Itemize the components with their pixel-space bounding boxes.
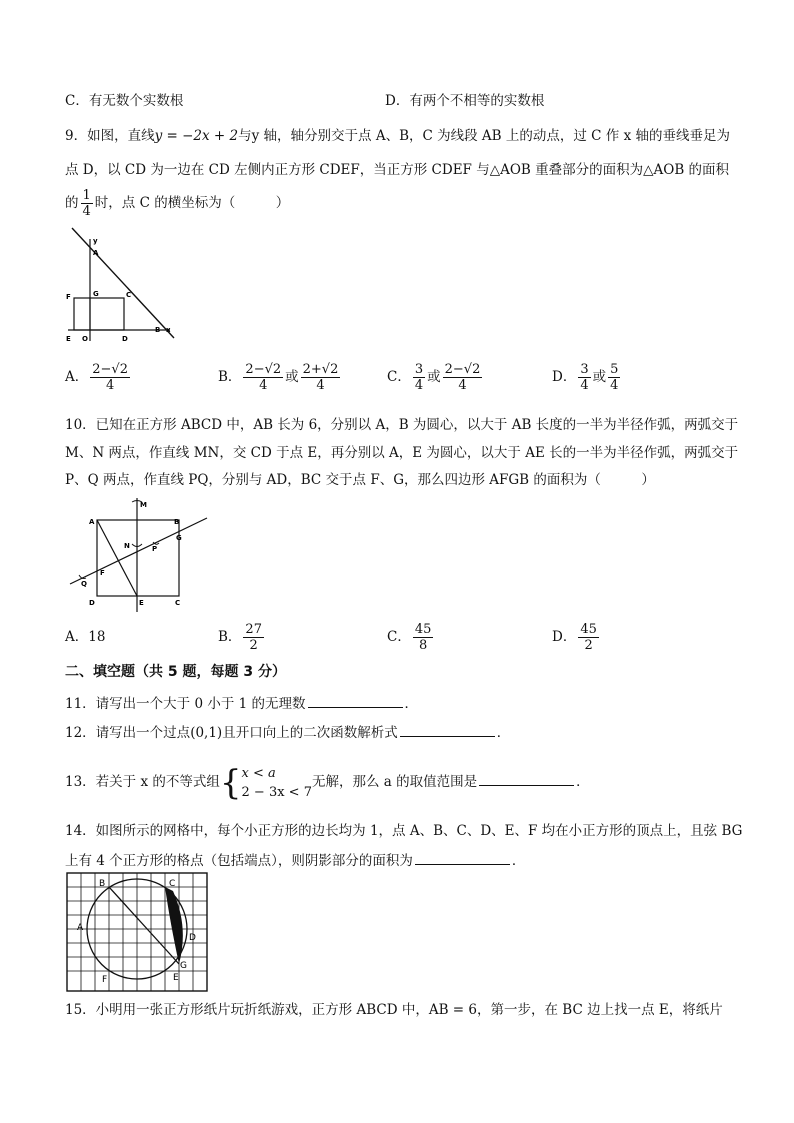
q10-label-e: E (139, 599, 144, 607)
q15-line1: 15．小明用一张正方形纸片玩折纸游戏，正方形 ABCD 中，AB = 6，第一步，在 BC 边上找一点 E，将纸片 (65, 1002, 723, 1018)
q9-label-d: D (122, 335, 128, 343)
q13: 13．若关于 x 的不等式组{ x < a 2 − 3x < 7 无解，那么 a 的取值范围是 ． (65, 762, 590, 803)
q9-label-f: F (66, 293, 71, 301)
q10-option-a: A．18 (65, 629, 106, 645)
q11: 11．请写出一个大于 0 小于 1 的无理数 ． (65, 693, 418, 713)
q14-label-a: A (77, 923, 84, 933)
q12: 12．请写出一个过点(0,1)且开口向上的二次函数解析式 ． (65, 722, 510, 742)
q13-answer-blank[interactable] (479, 771, 574, 786)
q9-option-b: B． $\frac{2-√2}{4}$ 或 $\frac{2+√2}{4}$ (218, 362, 339, 393)
q9-label-e: E (66, 335, 71, 343)
q8-option-d: D．有两个不相等的实数根 (385, 93, 545, 109)
q9-label-g: G (93, 290, 99, 298)
q10-label-c: C (175, 599, 181, 607)
q14-label-d: D (189, 933, 196, 943)
q10-line-pq (70, 518, 207, 584)
q10-label-f: F (100, 569, 105, 577)
q9-text: 如图，直线 (87, 128, 155, 144)
q9-fraction: $\frac{1}{4}$ (82, 188, 91, 219)
q10-line3: P、Q 两点，作直线 PQ，分别与 AD，BC 交于点 F、G，那么四边形 AFGB 的面积为（ ） (65, 472, 655, 488)
q10-label-q: Q (81, 580, 87, 588)
q9-label-b: B (155, 326, 161, 334)
q10-option-c: C． $\frac{45}{8}$ (387, 622, 432, 653)
q9-line-ab (72, 228, 174, 338)
q10-label-n: N (124, 542, 130, 550)
q9-square-cdef (74, 298, 124, 330)
q10-label-a: A (89, 518, 95, 526)
q10-option-d: D． $\frac{45}{2}$ (552, 622, 597, 653)
q10-label-m: M (140, 501, 147, 509)
q10-segment-ae (97, 520, 137, 596)
q9-line3 (65, 188, 289, 219)
q14-label-g: G (180, 961, 187, 971)
q9-option-c: C． $\frac{3}{4}$ 或 $\frac{2-√2}{4}$ (387, 362, 481, 393)
q9-label-c: C (126, 291, 132, 299)
q10-label-b: B (174, 518, 180, 526)
q10-line1: 10．已知在正方形 ABCD 中，AB 长为 6，分别以 A，B 为圆心，以大于 AB 长度的一半为半径作弧，两弧交于 (65, 417, 739, 433)
q14-figure (66, 872, 208, 992)
q9-figure (62, 226, 187, 346)
q9-label-y: y (93, 237, 98, 245)
q9-label-o: O (82, 335, 88, 343)
q9-number: 9． (65, 128, 88, 144)
q9-option-d: D． $\frac{3}{4}$ 或 $\frac{5}{4}$ (552, 362, 619, 393)
q14-line2: 上有 4 个正方形的格点（包括端点），则阴影部分的面积为 ． (65, 850, 525, 870)
q9-line2: 点 D，以 CD 为一边在 CD 左侧内正方形 CDEF，当正方形 CDEF 与△AOB 重叠部分的面积为△AOB 的面积 (65, 162, 730, 178)
q8-option-c: C．有无数个实数根 (65, 93, 184, 109)
q11-answer-blank[interactable] (308, 693, 403, 708)
q9-label-x: x (166, 326, 171, 334)
q10-figure (62, 494, 212, 616)
q14-label-c: C (169, 879, 176, 889)
q9-line1 (65, 127, 730, 145)
q10-label-g: G (176, 534, 182, 542)
section-title-fill-in: 二、填空题（共 5 题，每题 3 分） (65, 664, 286, 680)
q10-label-d: D (89, 599, 95, 607)
q9-text: 与y 轴，轴分别交于点 A、B，C 为线段 AB 上的动点，过 C 作 x 轴的垂线垂足为 (238, 128, 730, 144)
q9-option-a: A． $\frac{2-√2}{4}$ (65, 362, 128, 393)
q9-equation: y = −2x + 2 (154, 128, 239, 144)
q14-label-e: E (173, 973, 179, 983)
q10-option-b: B． $\frac{27}{2}$ (218, 622, 262, 653)
q14-label-b: B (99, 879, 106, 889)
q9-label-a: A (93, 249, 99, 257)
q10-label-p: P (152, 545, 158, 553)
q14-line1: 14．如图所示的网格中，每个小正方形的边长均为 1，点 A、B、C、D、E、F 均在小正方形的顶点上，且弦 BG (65, 823, 743, 839)
q12-answer-blank[interactable] (400, 722, 495, 737)
q9-text: 的 (65, 195, 79, 211)
q14-answer-blank[interactable] (415, 850, 510, 865)
q14-label-f: F (102, 975, 108, 985)
q12-point: (0,1) (190, 725, 223, 741)
q9-text: 时，点 C 的横坐标为（ ） (94, 195, 290, 211)
q10-line2: M、N 两点，作直线 MN，交 CD 于点 E，再分别以 A，E 为圆心，以大于 AE 长的一半为半径作弧，两弧交于 (65, 445, 739, 461)
q13-inequality-system: x < a 2 − 3x < 7 (241, 765, 312, 800)
q10-square-abcd (97, 520, 179, 596)
